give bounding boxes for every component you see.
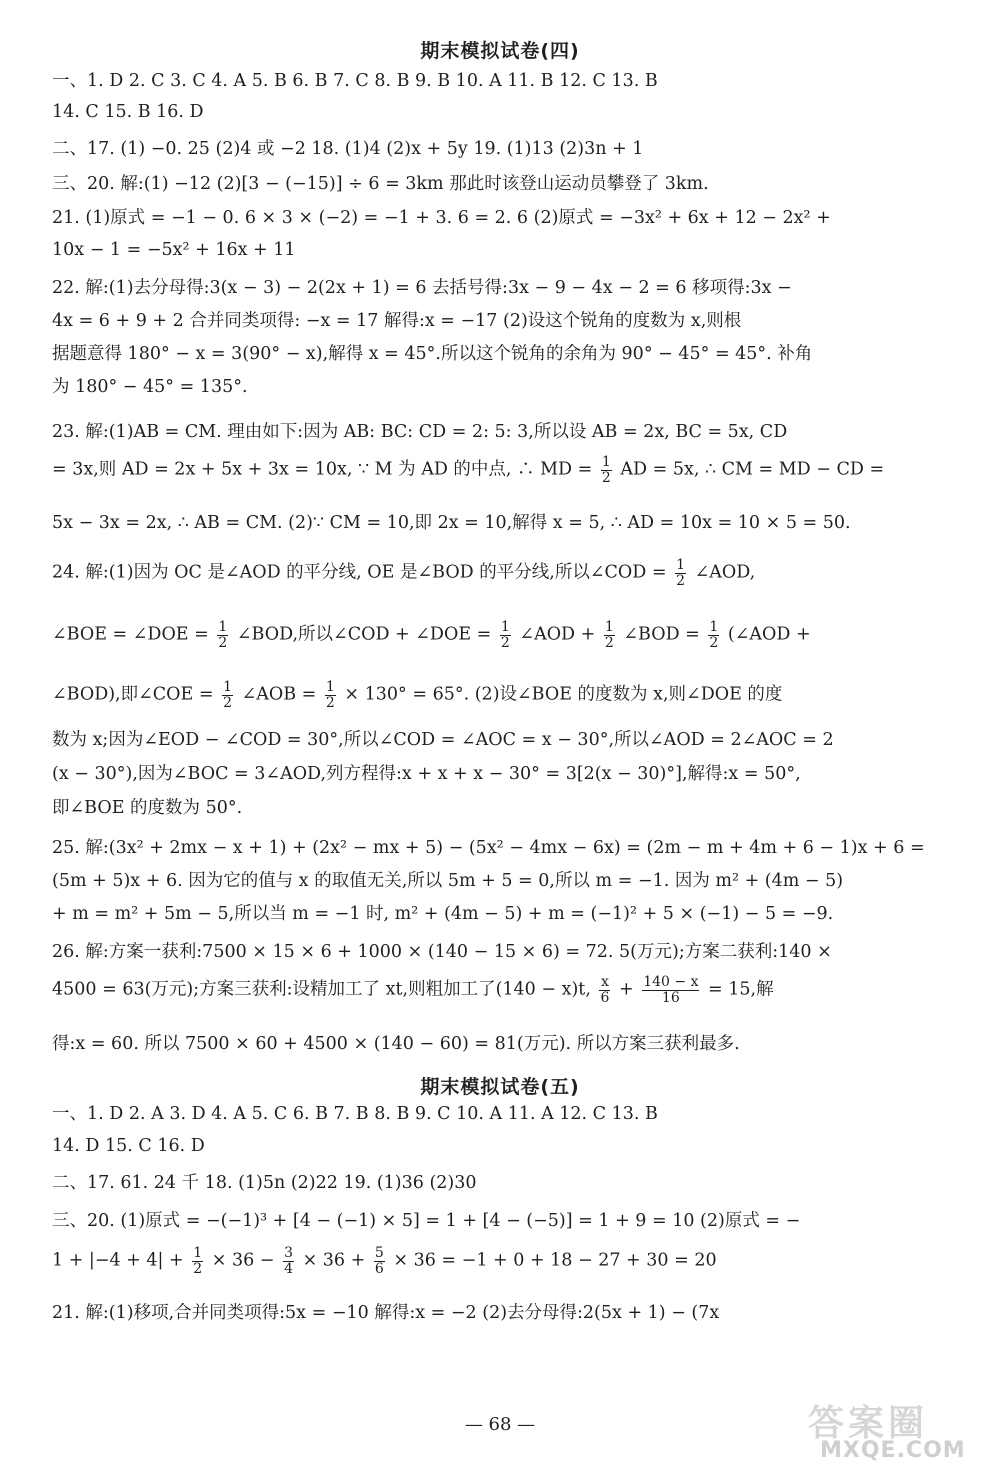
denominator: 16 bbox=[661, 989, 680, 1006]
s4-q24-line4: 数为 x;因为∠EOD − ∠COD = 30°,所以∠COD = ∠AOC = x − 30°,所以∠AOD = 2∠AOC = 2 bbox=[52, 730, 834, 750]
denominator: 2 bbox=[325, 694, 335, 711]
s4-q26-line1: 26. 解:方案一获利:7500 × 15 × 6 + 1000 × (140 − 15 × 6) = 72. 5(万元);方案二获利:140 × bbox=[52, 942, 832, 962]
numerator: 1 bbox=[325, 679, 335, 695]
s4-q25-line3: + m = m² + 5m − 5,所以当 m = −1 时, m² + (4m − 5) + m = (−1)² + 5 × (−1) − 5 = −9. bbox=[52, 904, 834, 924]
text-segment: ∠BOD = bbox=[623, 624, 700, 645]
s4-q22-line2: 4x = 6 + 9 + 2 合并同类项得: −x = 17 解得:x = −17 (2)设这个锐角的度数为 x,则根 bbox=[52, 311, 742, 331]
s4-q23-line1: 23. 解:(1)AB = CM. 理由如下:因为 AB: BC: CD = 2: 5: 3,所以设 AB = 2x, BC = 5x, CD bbox=[52, 422, 788, 442]
s4-q24-line3 bbox=[52, 680, 952, 710]
text-segment: × 36 = −1 + 0 + 18 − 27 + 30 = 20 bbox=[393, 1250, 717, 1271]
denominator: 2 bbox=[676, 572, 685, 589]
s4-q25-line1: 25. 解:(3x² + 2mx − x + 1) + (2x² − mx + 5) − (5x² − 4mx − 6x) = (2m − m + 4m + 6 − 1)x + 6 = bbox=[52, 838, 925, 858]
s4-q24-line6: 即∠BOE 的度数为 50°. bbox=[52, 798, 243, 818]
fraction bbox=[604, 620, 615, 650]
s4-q22-line1: 22. 解:(1)去分母得:3(x − 3) − 2(2x + 1) = 6 去括号得:3x − 9 − 4x − 2 = 6 移项得:3x − bbox=[52, 278, 792, 298]
fraction bbox=[500, 620, 511, 650]
s5-q21-line1: 21. 解:(1)移项,合并同类项得:5x = −10 解得:x = −2 (2)去分母得:2(5x + 1) − (7x bbox=[52, 1303, 720, 1323]
numerator: 1 bbox=[500, 619, 510, 635]
fraction bbox=[325, 680, 336, 710]
text-segment: 24. 解:(1)因为 OC 是∠AOD 的平分线, OE 是∠BOD 的平分线,所以∠COD = bbox=[52, 562, 667, 583]
s4-q20: 三、20. 解:(1) −12 (2)[3 − (−15)] ÷ 6 = 3km 那此时该登山运动员攀登了 3km. bbox=[52, 174, 709, 194]
section5-title: 期末模拟试卷(五) bbox=[420, 1076, 580, 1098]
text-segment: 1 + |−4 + 4| + bbox=[52, 1250, 184, 1271]
fraction bbox=[217, 620, 228, 650]
s4-q23-line3: 5x − 3x = 2x, ∴ AB = CM. (2)∵ CM = 10,即 2x = 10,解得 x = 5, ∴ AD = 10x = 10 × 5 = 50. bbox=[52, 513, 851, 533]
s5-q20-line1: 三、20. (1)原式 = −(−1)³ + [4 − (−1) × 5] = 1 + [4 − (−5)] = 1 + 9 = 10 (2)原式 = − bbox=[52, 1211, 801, 1231]
fraction bbox=[708, 620, 719, 650]
s4-q21-line2: 10x − 1 = −5x² + 16x + 11 bbox=[52, 240, 296, 260]
fraction bbox=[675, 558, 686, 588]
s4-q24-line1 bbox=[52, 558, 952, 588]
text-segment: ∠AOD, bbox=[694, 562, 756, 583]
s4-choice-answers-2: 14. C 15. B 16. D bbox=[52, 102, 204, 122]
text-segment: 4500 = 63(万元);方案三获利:设精加工了 xt,则粗加工了(140 − x)t, bbox=[52, 979, 591, 1000]
denominator: 2 bbox=[601, 469, 611, 486]
numerator: 3 bbox=[284, 1245, 293, 1261]
denominator: 6 bbox=[600, 989, 610, 1006]
text-segment: ∠AOD + bbox=[519, 624, 596, 645]
s5-choice-answers-1: 一、1. D 2. A 3. D 4. A 5. C 6. B 7. B 8. B 9. C 10. A 11. A 12. C 13. B bbox=[52, 1104, 658, 1124]
s5-q20-line2 bbox=[52, 1246, 952, 1276]
denominator: 2 bbox=[604, 634, 614, 651]
s4-choice-answers-1: 一、1. D 2. C 3. C 4. A 5. B 6. B 7. C 8. B 9. B 10. A 11. B 12. C 13. B bbox=[52, 71, 658, 91]
fraction bbox=[599, 975, 610, 1005]
numerator: 1 bbox=[709, 619, 719, 635]
s4-q22-line3: 据题意得 180° − x = 3(90° − x),解得 x = 45°.所以这个锐角的余角为 90° − 45° = 45°. 补角 bbox=[52, 344, 813, 364]
s4-q26-line3: 得:x = 60. 所以 7500 × 60 + 4500 × (140 − 60) = 81(万元). 所以方案三获利最多. bbox=[52, 1034, 740, 1054]
denominator: 4 bbox=[284, 1260, 293, 1277]
numerator: 1 bbox=[601, 454, 611, 470]
watermark-logo-icon: 答案圈 bbox=[808, 1403, 929, 1444]
page-number: — 68 — bbox=[464, 1414, 536, 1435]
text-segment: ∠BOD),即∠COE = bbox=[52, 684, 214, 705]
text-segment: = 3x,则 AD = 2x + 5x + 3x = 10x, ∵ M 为 AD 的中点, ∴ MD = bbox=[52, 459, 593, 480]
numerator: 5 bbox=[374, 1245, 384, 1261]
s4-q26-line2 bbox=[52, 975, 952, 1005]
s4-fill-answers: 二、17. (1) −0. 25 (2)4 或 −2 18. (1)4 (2)x + 5y 19. (1)13 (2)3n + 1 bbox=[52, 139, 644, 159]
numerator: 1 bbox=[223, 679, 233, 695]
fraction bbox=[192, 1246, 203, 1276]
text-segment: × 130° = 65°. (2)设∠BOE 的度数为 x,则∠DOE 的度 bbox=[344, 684, 783, 705]
denominator: 2 bbox=[218, 634, 228, 651]
text-segment: × 36 + bbox=[302, 1250, 366, 1271]
numerator: x bbox=[600, 974, 609, 990]
s4-q24-line5: (x − 30°),因为∠BOC = 3∠AOD,列方程得:x + x + x − 30° = 3[2(x − 30)°],解得:x = 50°, bbox=[52, 764, 801, 784]
text-segment: AD = 5x, ∴ CM = MD − CD = bbox=[620, 459, 885, 480]
s5-fill-answers: 二、17. 61. 24 千 18. (1)5n (2)22 19. (1)36 (2)30 bbox=[52, 1173, 477, 1193]
watermark-site-text: MXQE.COM bbox=[820, 1438, 966, 1463]
text-segment: = 15,解 bbox=[708, 979, 774, 1000]
denominator: 2 bbox=[709, 634, 719, 651]
numerator: 1 bbox=[676, 557, 685, 573]
denominator: 2 bbox=[500, 634, 510, 651]
fraction bbox=[642, 975, 699, 1005]
numerator: 1 bbox=[218, 619, 228, 635]
numerator: 140 − x bbox=[643, 974, 699, 990]
fraction bbox=[601, 455, 612, 485]
s4-q21-line1: 21. (1)原式 = −1 − 0. 6 × 3 × (−2) = −1 + 3. 6 = 2. 6 (2)原式 = −3x² + 6x + 12 − 2x² + bbox=[52, 208, 831, 228]
denominator: 2 bbox=[193, 1260, 203, 1277]
s4-q22-line4: 为 180° − 45° = 135°. bbox=[52, 377, 248, 397]
s4-q23-line2 bbox=[52, 455, 952, 485]
text-segment: ∠BOD,所以∠COD + ∠DOE = bbox=[236, 624, 492, 645]
s4-q24-line2 bbox=[52, 620, 952, 650]
numerator: 1 bbox=[604, 619, 614, 635]
denominator: 6 bbox=[374, 1260, 384, 1277]
fraction bbox=[222, 680, 233, 710]
s4-q25-line2: (5m + 5)x + 6. 因为它的值与 x 的取值无关,所以 5m + 5 = 0,所以 m = −1. 因为 m² + (4m − 5) bbox=[52, 871, 844, 891]
numerator: 1 bbox=[193, 1245, 203, 1261]
text-segment: ∠AOB = bbox=[241, 684, 317, 705]
section4-title: 期末模拟试卷(四) bbox=[420, 40, 580, 62]
text-segment: ∠BOE = ∠DOE = bbox=[52, 624, 209, 645]
text-segment: × 36 − bbox=[211, 1250, 275, 1271]
denominator: 2 bbox=[223, 694, 233, 711]
text-segment: + bbox=[618, 979, 634, 1000]
fraction bbox=[283, 1246, 294, 1276]
fraction bbox=[374, 1246, 385, 1276]
text-segment: (∠AOD + bbox=[727, 624, 811, 645]
s5-choice-answers-2: 14. D 15. C 16. D bbox=[52, 1136, 205, 1156]
